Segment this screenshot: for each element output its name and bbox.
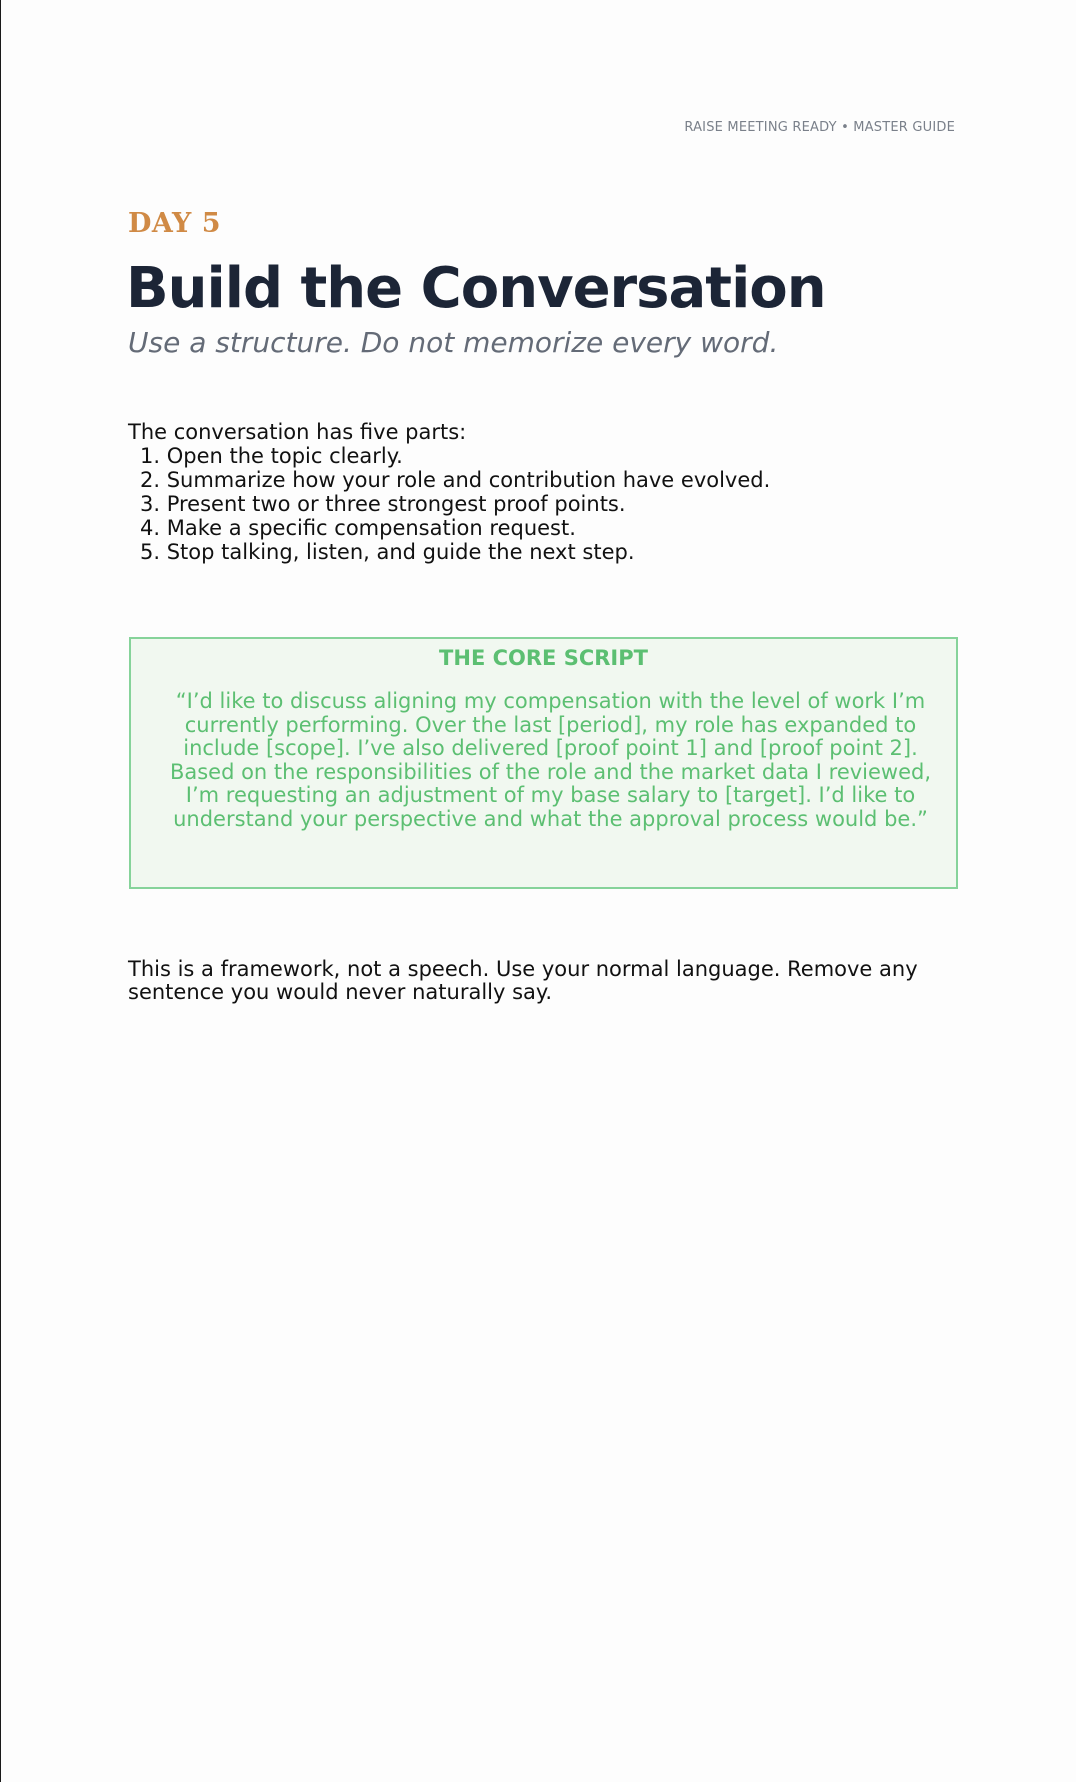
list-item: 5. Stop talking, listen, and guide the next step. — [140, 540, 635, 564]
parts-intro: The conversation has five parts: — [128, 420, 467, 444]
closing-paragraph: This is a framework, not a speech. Use your normal language. Remove any sentence you would never naturally say. — [128, 957, 918, 1004]
running-header: RAISE MEETING READY • MASTER GUIDE — [684, 120, 955, 135]
core-script-callout — [129, 637, 958, 889]
list-item: 1. Open the topic clearly. — [140, 444, 403, 468]
page-title: Build the Conversation — [126, 256, 826, 321]
day-label: DAY 5 — [128, 208, 221, 239]
callout-body: “I’d like to discuss aligning my compensation with the level of work I’m currently performing. Over the last [period], my role has expanded to include [scope]. I’ve also delivered [proof point 1] and [proof point 2]. Based on the responsibilities of the role and the market data I reviewed, I’m requesting an adjustment of my base salary to [target]. I’d like to understand your perspective and what the approval process would be.” — [169, 689, 932, 831]
page-subtitle: Use a structure. Do not memorize every word. — [128, 326, 779, 359]
callout-heading: THE CORE SCRIPT — [439, 646, 648, 670]
conversation-parts — [128, 420, 770, 564]
list-item: 3. Present two or three strongest proof points. — [140, 492, 626, 516]
list-item: 4. Make a specific compensation request. — [140, 516, 576, 540]
list-item: 2. Summarize how your role and contribution have evolved. — [140, 468, 771, 492]
page-left-border — [0, 0, 1, 1782]
parts-list — [128, 444, 770, 564]
